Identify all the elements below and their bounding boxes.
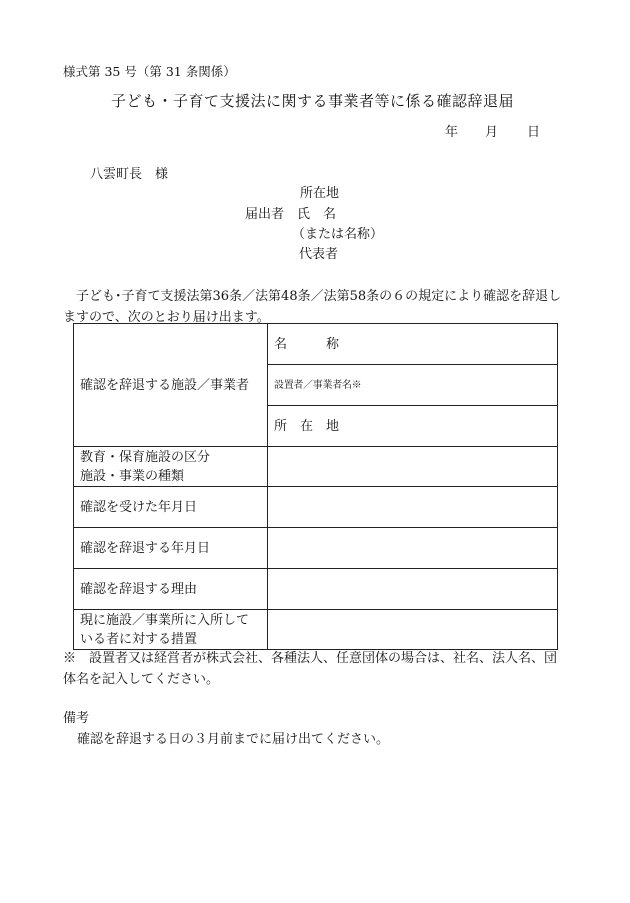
- table-row: [74, 324, 558, 365]
- name-label: 氏 名: [297, 207, 337, 222]
- operator-name-cell[interactable]: [268, 365, 558, 406]
- or-name-label: （または名称）: [292, 227, 384, 242]
- addressee: 八雲町長 様: [90, 167, 169, 182]
- reason-value-cell[interactable]: [268, 569, 558, 610]
- category-label-cell: [74, 447, 268, 487]
- measures-label-1: 現に施設／事業所に入所して: [80, 612, 250, 628]
- table-row: [74, 528, 558, 569]
- category-label-2: 施設・事業の種類: [80, 468, 185, 484]
- facility-label-cell: [74, 324, 268, 447]
- facility-name-label: 名 称: [274, 336, 340, 352]
- location-label: 所 在 地: [274, 418, 340, 434]
- body-text: 子ども･子育て支援法第36条／法第48条／法第58条の６の規定により確認を辞退しますので、次のとおり届け出ます。: [63, 289, 562, 325]
- submitter-label: 届出者: [245, 207, 285, 222]
- reason-label: 確認を辞退する理由: [80, 581, 198, 597]
- confirmed-date-label: 確認を受けた年月日: [80, 499, 198, 515]
- remarks-body: 確認を辞退する日の３月前までに届け出てください。: [77, 732, 390, 747]
- withdraw-date-label: 確認を辞退する年月日: [80, 540, 211, 556]
- note-line-1: ※ 設置者又は経営者が株式会社、各種法人、任意団体の場合は、社名、法人名、団: [63, 651, 558, 666]
- document-title: 子ども・子育て支援法に関する事業者等に係る確認辞退届: [111, 92, 515, 110]
- form-number: 様式第 35 号（第 31 条関係）: [63, 64, 236, 79]
- remarks-heading: 備考: [63, 711, 90, 726]
- reason-label-cell: [74, 569, 268, 610]
- category-label-1: 教育・保育施設の区分: [80, 449, 211, 465]
- address-label: 所在地: [300, 186, 340, 201]
- facility-name-cell[interactable]: [268, 324, 558, 365]
- withdraw-date-value-cell[interactable]: [268, 528, 558, 569]
- location-cell[interactable]: [268, 406, 558, 447]
- date-year-label: 年: [445, 125, 459, 140]
- table-row: [74, 610, 558, 650]
- date-month-label: 月: [485, 125, 499, 140]
- confirmed-date-value-cell[interactable]: [268, 487, 558, 528]
- note-line-2: 体名を記入してください。: [63, 672, 220, 687]
- body-paragraph: [63, 286, 568, 328]
- confirmed-date-label-cell: [74, 487, 268, 528]
- measures-label-cell: [74, 610, 268, 650]
- date-day-label: 日: [527, 125, 541, 140]
- measures-label-2: いる者に対する措置: [80, 631, 198, 647]
- category-value-cell[interactable]: [268, 447, 558, 487]
- table-row: [74, 487, 558, 528]
- withdraw-date-label-cell: [74, 528, 268, 569]
- table-row: [74, 447, 558, 487]
- table-row: [74, 569, 558, 610]
- facility-label: 確認を辞退する施設／事業者: [80, 377, 250, 393]
- representative-label: 代表者: [299, 247, 339, 262]
- withdrawal-table: [73, 323, 558, 650]
- measures-value-cell[interactable]: [268, 610, 558, 650]
- operator-name-label: 設置者／事業者名※: [274, 380, 362, 391]
